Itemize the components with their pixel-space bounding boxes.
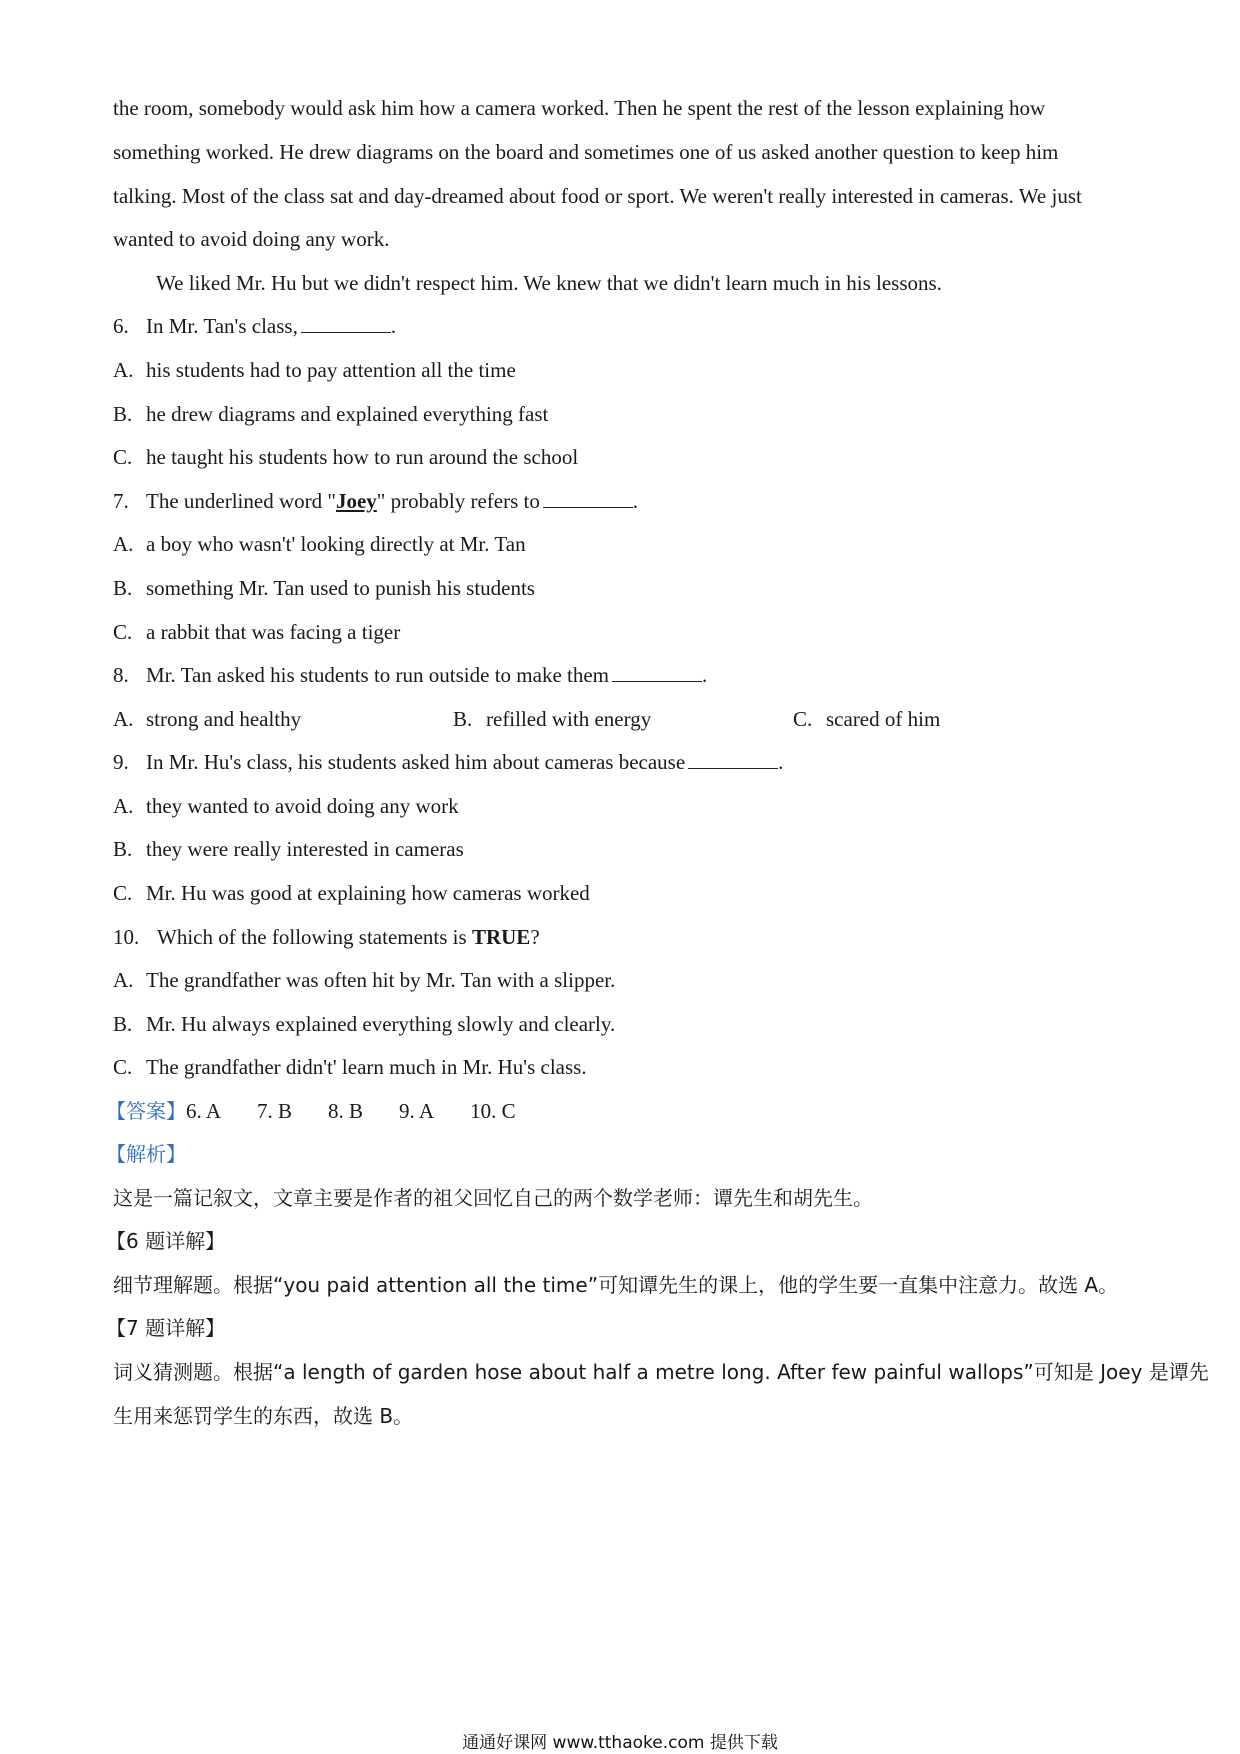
- question-stem: Mr. Tan asked his students to run outside to make them: [146, 663, 610, 687]
- option-text: they were really interested in cameras: [146, 837, 464, 861]
- answer-blank: [688, 750, 778, 769]
- option-c: [113, 879, 1133, 907]
- option-a: [113, 966, 1133, 994]
- option-letter: B.: [113, 1012, 133, 1036]
- question-end: .: [778, 750, 784, 774]
- passage-line: something worked. He drew diagrams on the board and sometimes one of us asked another question to keep him: [113, 140, 1059, 164]
- question-number: 10.: [113, 925, 140, 949]
- option-c: [793, 705, 940, 733]
- emphasis-word: TRUE: [471, 925, 531, 949]
- question-8: [113, 661, 1133, 689]
- option-text: something Mr. Tan used to punish his students: [146, 576, 535, 600]
- option-letter: C.: [113, 620, 133, 644]
- question-end: .: [632, 489, 639, 513]
- question-end: .: [702, 663, 708, 687]
- question-stem: Which of the following statements is: [157, 925, 472, 949]
- option-a: [113, 792, 1133, 820]
- option-text: he taught his students how to run around the school: [146, 445, 579, 469]
- option-letter: A.: [113, 707, 134, 731]
- option-b: [113, 400, 1133, 428]
- answer-item: 6. A: [186, 1099, 222, 1123]
- answer-blank: [612, 663, 702, 682]
- answer-line: [106, 1097, 1126, 1125]
- question-number: 8.: [113, 663, 129, 687]
- option-c: [113, 1053, 1133, 1081]
- question-stem: In Mr. Tan's class,: [146, 314, 298, 338]
- option-letter: C.: [113, 445, 133, 469]
- detail-6-text: 细节理解题。根据“you paid attention all the time”可知谭先生的课上，他的学生要一直集中注意力。故选 A。: [113, 1273, 1119, 1297]
- option-a: [113, 356, 1133, 384]
- detail-6-title: 【6 题详解】: [106, 1229, 226, 1253]
- option-b: [113, 835, 1133, 863]
- question-number: 9.: [113, 750, 129, 774]
- detail-7-text: 生用来惩罚学生的东西，故选 B。: [113, 1404, 414, 1428]
- detail-7-text: 词义猜测题。根据“a length of garden hose about half a metre long. After few painful wallops”可知是 Joey 是谭先: [113, 1360, 1209, 1384]
- question-end: .: [390, 314, 397, 338]
- option-text: he drew diagrams and explained everything fast: [146, 402, 549, 426]
- option-c: [113, 618, 1133, 646]
- detail-7-title: 【7 题详解】: [106, 1316, 226, 1340]
- passage-line: talking. Most of the class sat and day-dreamed about food or sport. We weren't really interested in cameras. We just: [113, 184, 1082, 208]
- option-letter: A.: [113, 532, 134, 556]
- answer-blank: [301, 314, 391, 333]
- question-stem: In Mr. Hu's class, his students asked him about cameras because: [146, 750, 686, 774]
- option-text: The grandfather was often hit by Mr. Tan with a slipper.: [146, 968, 616, 992]
- question-9: [113, 748, 1133, 776]
- option-b: [113, 574, 1133, 602]
- option-letter: A.: [113, 794, 134, 818]
- answer-tag: 【答案】: [106, 1099, 186, 1123]
- passage-paragraph: We liked Mr. Hu but we didn't respect him. We knew that we didn't learn much in his lessons.: [156, 271, 942, 295]
- option-letter: B.: [453, 707, 473, 731]
- option-text: his students had to pay attention all the time: [146, 358, 516, 382]
- question-end: ?: [530, 925, 540, 949]
- analysis-summary: 这是一篇记叙文，文章主要是作者的祖父回忆自己的两个数学老师：谭先生和胡先生。: [113, 1186, 873, 1210]
- option-text: strong and healthy: [146, 707, 302, 731]
- option-letter: C.: [793, 707, 813, 731]
- option-text: Mr. Hu was good at explaining how cameras worked: [146, 881, 590, 905]
- answer-item: 10. C: [470, 1099, 516, 1123]
- question-stem: The underlined word ": [146, 489, 336, 513]
- option-letter: B.: [113, 402, 133, 426]
- option-text: The grandfather didn't' learn much in Mr. Hu's class.: [146, 1055, 587, 1079]
- option-letter: C.: [113, 881, 133, 905]
- option-a: [113, 530, 1133, 558]
- passage-line: wanted to avoid doing any work.: [113, 227, 390, 251]
- answer-item: 9. A: [399, 1099, 435, 1123]
- option-c: [113, 443, 1133, 471]
- option-letter: C.: [113, 1055, 133, 1079]
- option-a: [113, 705, 301, 733]
- option-text: refilled with energy: [486, 707, 652, 731]
- underlined-word: Joey: [335, 489, 377, 513]
- answer-item: 7. B: [257, 1099, 293, 1123]
- option-letter: A.: [113, 358, 134, 382]
- option-text: a boy who wasn't' looking directly at Mr. Tan: [146, 532, 526, 556]
- question-number: 6.: [113, 314, 129, 338]
- option-b: [113, 1010, 1133, 1038]
- passage-line: the room, somebody would ask him how a camera worked. Then he spent the rest of the lesson explaining how: [113, 96, 1046, 120]
- answer-blank: [543, 489, 633, 508]
- question-7: [113, 487, 1133, 515]
- option-text: scared of him: [826, 707, 941, 731]
- option-text: a rabbit that was facing a tiger: [146, 620, 401, 644]
- option-letter: B.: [113, 837, 133, 861]
- answer-item: 8. B: [328, 1099, 364, 1123]
- question-number: 7.: [113, 489, 129, 513]
- option-text: Mr. Hu always explained everything slowly and clearly.: [146, 1012, 616, 1036]
- question-10: [113, 923, 1133, 951]
- analysis-tag: 【解析】: [106, 1142, 186, 1166]
- option-letter: A.: [113, 968, 134, 992]
- question-stem-rest: " probably refers to: [376, 489, 540, 513]
- option-letter: B.: [113, 576, 133, 600]
- page-footer: 通通好课网 www.tthaoke.com 提供下载: [462, 1733, 778, 1753]
- option-text: they wanted to avoid doing any work: [146, 794, 459, 818]
- option-b: [453, 705, 651, 733]
- question-6: [113, 312, 1133, 340]
